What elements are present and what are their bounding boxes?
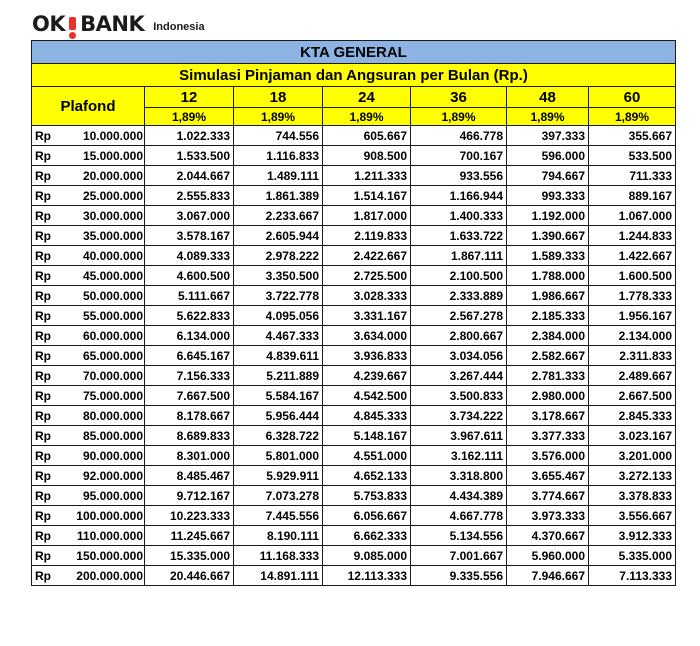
table-row bbox=[32, 206, 676, 226]
installment-cell: 2.667.500 bbox=[589, 386, 676, 406]
installment-cell: 4.652.133 bbox=[323, 466, 411, 486]
currency-label: Rp bbox=[35, 548, 51, 563]
installment-cell: 1.956.167 bbox=[589, 306, 676, 326]
installment-cell: 11.245.667 bbox=[145, 526, 234, 546]
plafond-amount: 55.000.000 bbox=[82, 308, 143, 323]
plafond-cell bbox=[32, 526, 145, 546]
currency-label: Rp bbox=[35, 268, 51, 283]
currency-label: Rp bbox=[35, 388, 51, 403]
installment-cell: 4.095.056 bbox=[234, 306, 323, 326]
rate-header: 1,89% bbox=[507, 108, 589, 126]
plafond-amount: 75.000.000 bbox=[82, 388, 143, 403]
installment-cell: 3.556.667 bbox=[589, 506, 676, 526]
installment-cell: 6.134.000 bbox=[145, 326, 234, 346]
currency-label: Rp bbox=[35, 508, 51, 523]
installment-cell: 2.555.833 bbox=[145, 186, 234, 206]
plafond-cell bbox=[32, 366, 145, 386]
installment-cell: 1.166.944 bbox=[411, 186, 507, 206]
installment-cell: 7.445.556 bbox=[234, 506, 323, 526]
installment-cell: 4.239.667 bbox=[323, 366, 411, 386]
installment-cell: 20.446.667 bbox=[145, 566, 234, 586]
installment-cell: 9.335.556 bbox=[411, 566, 507, 586]
plafond-cell bbox=[32, 126, 145, 146]
logo-text-bank: BANK bbox=[80, 12, 145, 36]
installment-cell: 533.500 bbox=[589, 146, 676, 166]
installment-cell: 1.788.000 bbox=[507, 266, 589, 286]
installment-cell: 1.514.167 bbox=[323, 186, 411, 206]
installment-cell: 3.201.000 bbox=[589, 446, 676, 466]
installment-cell: 4.542.500 bbox=[323, 386, 411, 406]
table-title: KTA GENERAL bbox=[32, 41, 676, 64]
installment-cell: 3.272.133 bbox=[589, 466, 676, 486]
installment-cell: 5.134.556 bbox=[411, 526, 507, 546]
installment-cell: 1.422.667 bbox=[589, 246, 676, 266]
installment-cell: 8.301.000 bbox=[145, 446, 234, 466]
currency-label: Rp bbox=[35, 148, 51, 163]
currency-label: Rp bbox=[35, 308, 51, 323]
currency-label: Rp bbox=[35, 208, 51, 223]
installment-cell: 5.929.911 bbox=[234, 466, 323, 486]
plafond-amount: 92.000.000 bbox=[82, 468, 143, 483]
installment-cell: 1.817.000 bbox=[323, 206, 411, 226]
installment-cell: 397.333 bbox=[507, 126, 589, 146]
plafond-amount: 95.000.000 bbox=[82, 488, 143, 503]
installment-cell: 596.000 bbox=[507, 146, 589, 166]
plafond-cell bbox=[32, 506, 145, 526]
installment-cell: 6.645.167 bbox=[145, 346, 234, 366]
installment-cell: 14.891.111 bbox=[234, 566, 323, 586]
installment-cell: 605.667 bbox=[323, 126, 411, 146]
installment-cell: 933.556 bbox=[411, 166, 507, 186]
installment-cell: 2.845.333 bbox=[589, 406, 676, 426]
installment-cell: 2.044.667 bbox=[145, 166, 234, 186]
installment-cell: 3.028.333 bbox=[323, 286, 411, 306]
installment-cell: 9.085.000 bbox=[323, 546, 411, 566]
installment-cell: 3.377.333 bbox=[507, 426, 589, 446]
installment-cell: 4.551.000 bbox=[323, 446, 411, 466]
installment-cell: 1.778.333 bbox=[589, 286, 676, 306]
installment-cell: 6.662.333 bbox=[323, 526, 411, 546]
installment-cell: 6.328.722 bbox=[234, 426, 323, 446]
table-row bbox=[32, 186, 676, 206]
plafond-cell bbox=[32, 326, 145, 346]
table-row bbox=[32, 386, 676, 406]
installment-cell: 1.192.000 bbox=[507, 206, 589, 226]
installment-cell: 1.390.667 bbox=[507, 226, 589, 246]
plafond-cell bbox=[32, 246, 145, 266]
tenor-header: 12 bbox=[145, 87, 234, 108]
installment-cell: 2.978.222 bbox=[234, 246, 323, 266]
installment-cell: 1.986.667 bbox=[507, 286, 589, 306]
installment-cell: 2.725.500 bbox=[323, 266, 411, 286]
table-row bbox=[32, 366, 676, 386]
installment-cell: 889.167 bbox=[589, 186, 676, 206]
installment-cell: 1.633.722 bbox=[411, 226, 507, 246]
installment-cell: 7.946.667 bbox=[507, 566, 589, 586]
installment-cell: 2.384.000 bbox=[507, 326, 589, 346]
plafond-amount: 150.000.000 bbox=[76, 548, 143, 563]
currency-label: Rp bbox=[35, 428, 51, 443]
currency-label: Rp bbox=[35, 188, 51, 203]
installment-cell: 3.350.500 bbox=[234, 266, 323, 286]
installment-cell: 8.689.833 bbox=[145, 426, 234, 446]
installment-cell: 10.223.333 bbox=[145, 506, 234, 526]
currency-label: Rp bbox=[35, 348, 51, 363]
installment-cell: 3.912.333 bbox=[589, 526, 676, 546]
loan-simulation-table bbox=[31, 40, 676, 586]
installment-cell: 4.089.333 bbox=[145, 246, 234, 266]
installment-cell: 2.233.667 bbox=[234, 206, 323, 226]
plafond-amount: 50.000.000 bbox=[82, 288, 143, 303]
currency-label: Rp bbox=[35, 248, 51, 263]
plafond-cell bbox=[32, 186, 145, 206]
installment-cell: 5.956.444 bbox=[234, 406, 323, 426]
installment-cell: 3.578.167 bbox=[145, 226, 234, 246]
plafond-cell bbox=[32, 206, 145, 226]
table-row bbox=[32, 446, 676, 466]
plafond-amount: 80.000.000 bbox=[82, 408, 143, 423]
installment-cell: 2.567.278 bbox=[411, 306, 507, 326]
rate-header: 1,89% bbox=[323, 108, 411, 126]
plafond-amount: 200.000.000 bbox=[76, 568, 143, 583]
installment-cell: 4.434.389 bbox=[411, 486, 507, 506]
installment-cell: 993.333 bbox=[507, 186, 589, 206]
table-row bbox=[32, 286, 676, 306]
installment-cell: 3.500.833 bbox=[411, 386, 507, 406]
installment-cell: 2.333.889 bbox=[411, 286, 507, 306]
table-row bbox=[32, 346, 676, 366]
installment-cell: 2.582.667 bbox=[507, 346, 589, 366]
currency-label: Rp bbox=[35, 448, 51, 463]
installment-cell: 3.967.611 bbox=[411, 426, 507, 446]
plafond-amount: 65.000.000 bbox=[82, 348, 143, 363]
installment-cell: 1.867.111 bbox=[411, 246, 507, 266]
installment-cell: 5.584.167 bbox=[234, 386, 323, 406]
installment-cell: 2.134.000 bbox=[589, 326, 676, 346]
installment-cell: 1.533.500 bbox=[145, 146, 234, 166]
installment-cell: 12.113.333 bbox=[323, 566, 411, 586]
rate-header: 1,89% bbox=[145, 108, 234, 126]
plafond-cell bbox=[32, 446, 145, 466]
rate-header: 1,89% bbox=[589, 108, 676, 126]
plafond-cell bbox=[32, 566, 145, 586]
plafond-amount: 30.000.000 bbox=[82, 208, 143, 223]
installment-cell: 7.156.333 bbox=[145, 366, 234, 386]
installment-cell: 1.400.333 bbox=[411, 206, 507, 226]
installment-cell: 1.861.389 bbox=[234, 186, 323, 206]
tenor-header: 18 bbox=[234, 87, 323, 108]
rate-header: 1,89% bbox=[411, 108, 507, 126]
table-row bbox=[32, 546, 676, 566]
installment-cell: 744.556 bbox=[234, 126, 323, 146]
tenor-header: 24 bbox=[323, 87, 411, 108]
installment-cell: 2.800.667 bbox=[411, 326, 507, 346]
plafond-cell bbox=[32, 306, 145, 326]
installment-cell: 466.778 bbox=[411, 126, 507, 146]
installment-cell: 794.667 bbox=[507, 166, 589, 186]
installment-cell: 1.489.111 bbox=[234, 166, 323, 186]
plafond-amount: 25.000.000 bbox=[82, 188, 143, 203]
table-row bbox=[32, 306, 676, 326]
currency-label: Rp bbox=[35, 288, 51, 303]
installment-cell: 5.960.000 bbox=[507, 546, 589, 566]
plafond-amount: 85.000.000 bbox=[82, 428, 143, 443]
installment-cell: 4.370.667 bbox=[507, 526, 589, 546]
plafond-amount: 110.000.000 bbox=[76, 528, 143, 543]
table-row bbox=[32, 566, 676, 586]
plafond-cell bbox=[32, 546, 145, 566]
plafond-amount: 45.000.000 bbox=[82, 268, 143, 283]
plafond-amount: 10.000.000 bbox=[82, 128, 143, 143]
table-row bbox=[32, 426, 676, 446]
installment-cell: 5.148.167 bbox=[323, 426, 411, 446]
plafond-cell bbox=[32, 166, 145, 186]
installment-cell: 1.600.500 bbox=[589, 266, 676, 286]
plafond-amount: 90.000.000 bbox=[82, 448, 143, 463]
installment-cell: 3.973.333 bbox=[507, 506, 589, 526]
plafond-cell bbox=[32, 146, 145, 166]
currency-label: Rp bbox=[35, 368, 51, 383]
installment-cell: 908.500 bbox=[323, 146, 411, 166]
installment-cell: 4.667.778 bbox=[411, 506, 507, 526]
table-row bbox=[32, 506, 676, 526]
plafond-cell bbox=[32, 226, 145, 246]
installment-cell: 7.001.667 bbox=[411, 546, 507, 566]
installment-cell: 700.167 bbox=[411, 146, 507, 166]
logo-text-ok: OK bbox=[32, 12, 66, 36]
installment-cell: 355.667 bbox=[589, 126, 676, 146]
bank-logo bbox=[32, 9, 205, 37]
installment-cell: 3.722.778 bbox=[234, 286, 323, 306]
installment-cell: 4.600.500 bbox=[145, 266, 234, 286]
installment-cell: 2.489.667 bbox=[589, 366, 676, 386]
plafond-cell bbox=[32, 426, 145, 446]
plafond-cell bbox=[32, 286, 145, 306]
installment-cell: 8.178.667 bbox=[145, 406, 234, 426]
installment-cell: 4.845.333 bbox=[323, 406, 411, 426]
installment-cell: 8.485.467 bbox=[145, 466, 234, 486]
table-row bbox=[32, 266, 676, 286]
installment-cell: 3.634.000 bbox=[323, 326, 411, 346]
table-subtitle-row bbox=[32, 64, 676, 87]
plafond-amount: 40.000.000 bbox=[82, 248, 143, 263]
plafond-amount: 20.000.000 bbox=[82, 168, 143, 183]
installment-cell: 1.022.333 bbox=[145, 126, 234, 146]
installment-cell: 1.116.833 bbox=[234, 146, 323, 166]
installment-cell: 7.113.333 bbox=[589, 566, 676, 586]
plafond-cell bbox=[32, 266, 145, 286]
installment-cell: 3.576.000 bbox=[507, 446, 589, 466]
installment-cell: 2.119.833 bbox=[323, 226, 411, 246]
plafond-amount: 100.000.000 bbox=[76, 508, 143, 523]
installment-cell: 711.333 bbox=[589, 166, 676, 186]
table-row bbox=[32, 226, 676, 246]
installment-cell: 3.331.167 bbox=[323, 306, 411, 326]
installment-cell: 3.267.444 bbox=[411, 366, 507, 386]
plafond-amount: 35.000.000 bbox=[82, 228, 143, 243]
plafond-amount: 15.000.000 bbox=[82, 148, 143, 163]
installment-cell: 3.178.667 bbox=[507, 406, 589, 426]
table-row bbox=[32, 526, 676, 546]
installment-cell: 1.244.833 bbox=[589, 226, 676, 246]
logo-subtitle: Indonesia bbox=[153, 21, 205, 33]
rate-header: 1,89% bbox=[234, 108, 323, 126]
currency-label: Rp bbox=[35, 528, 51, 543]
currency-label: Rp bbox=[35, 468, 51, 483]
installment-cell: 6.056.667 bbox=[323, 506, 411, 526]
tenor-header: 48 bbox=[507, 87, 589, 108]
installment-cell: 7.073.278 bbox=[234, 486, 323, 506]
installment-cell: 9.712.167 bbox=[145, 486, 234, 506]
installment-cell: 1.211.333 bbox=[323, 166, 411, 186]
installment-cell: 3.936.833 bbox=[323, 346, 411, 366]
plafond-cell bbox=[32, 486, 145, 506]
installment-cell: 3.162.111 bbox=[411, 446, 507, 466]
installment-cell: 15.335.000 bbox=[145, 546, 234, 566]
installment-cell: 3.023.167 bbox=[589, 426, 676, 446]
table-row bbox=[32, 166, 676, 186]
currency-label: Rp bbox=[35, 488, 51, 503]
installment-cell: 5.622.833 bbox=[145, 306, 234, 326]
installment-cell: 1.067.000 bbox=[589, 206, 676, 226]
installment-cell: 5.111.667 bbox=[145, 286, 234, 306]
installment-cell: 2.422.667 bbox=[323, 246, 411, 266]
installment-cell: 5.753.833 bbox=[323, 486, 411, 506]
plafond-amount: 60.000.000 bbox=[82, 328, 143, 343]
installment-cell: 5.801.000 bbox=[234, 446, 323, 466]
installment-cell: 3.034.056 bbox=[411, 346, 507, 366]
installment-cell: 3.067.000 bbox=[145, 206, 234, 226]
installment-cell: 2.185.333 bbox=[507, 306, 589, 326]
installment-cell: 8.190.111 bbox=[234, 526, 323, 546]
installment-cell: 4.467.333 bbox=[234, 326, 323, 346]
plafond-header: Plafond bbox=[32, 87, 145, 126]
plafond-amount: 70.000.000 bbox=[82, 368, 143, 383]
installment-cell: 2.100.500 bbox=[411, 266, 507, 286]
installment-cell: 3.655.467 bbox=[507, 466, 589, 486]
installment-cell: 11.168.333 bbox=[234, 546, 323, 566]
plafond-cell bbox=[32, 346, 145, 366]
tenor-header: 60 bbox=[589, 87, 676, 108]
exclamation-logo-icon bbox=[66, 17, 79, 39]
currency-label: Rp bbox=[35, 408, 51, 423]
table-subtitle: Simulasi Pinjaman dan Angsuran per Bulan (Rp.) bbox=[32, 64, 676, 87]
currency-label: Rp bbox=[35, 228, 51, 243]
currency-label: Rp bbox=[35, 328, 51, 343]
table-row bbox=[32, 486, 676, 506]
table-row bbox=[32, 406, 676, 426]
table-row bbox=[32, 246, 676, 266]
installment-cell: 2.781.333 bbox=[507, 366, 589, 386]
plafond-cell bbox=[32, 406, 145, 426]
table-row bbox=[32, 326, 676, 346]
currency-label: Rp bbox=[35, 568, 51, 583]
installment-cell: 3.318.800 bbox=[411, 466, 507, 486]
installment-cell: 4.839.611 bbox=[234, 346, 323, 366]
plafond-cell bbox=[32, 466, 145, 486]
installment-cell: 3.378.833 bbox=[589, 486, 676, 506]
installment-cell: 7.667.500 bbox=[145, 386, 234, 406]
installment-cell: 3.774.667 bbox=[507, 486, 589, 506]
currency-label: Rp bbox=[35, 168, 51, 183]
installment-cell: 2.980.000 bbox=[507, 386, 589, 406]
table-row bbox=[32, 466, 676, 486]
currency-label: Rp bbox=[35, 128, 51, 143]
table-row bbox=[32, 126, 676, 146]
installment-cell: 1.589.333 bbox=[507, 246, 589, 266]
plafond-cell bbox=[32, 386, 145, 406]
installment-cell: 2.605.944 bbox=[234, 226, 323, 246]
installment-cell: 3.734.222 bbox=[411, 406, 507, 426]
tenor-header: 36 bbox=[411, 87, 507, 108]
table-title-row bbox=[32, 41, 676, 64]
installment-cell: 2.311.833 bbox=[589, 346, 676, 366]
installment-cell: 5.211.889 bbox=[234, 366, 323, 386]
tenor-header-row bbox=[32, 87, 676, 108]
table-row bbox=[32, 146, 676, 166]
installment-cell: 5.335.000 bbox=[589, 546, 676, 566]
